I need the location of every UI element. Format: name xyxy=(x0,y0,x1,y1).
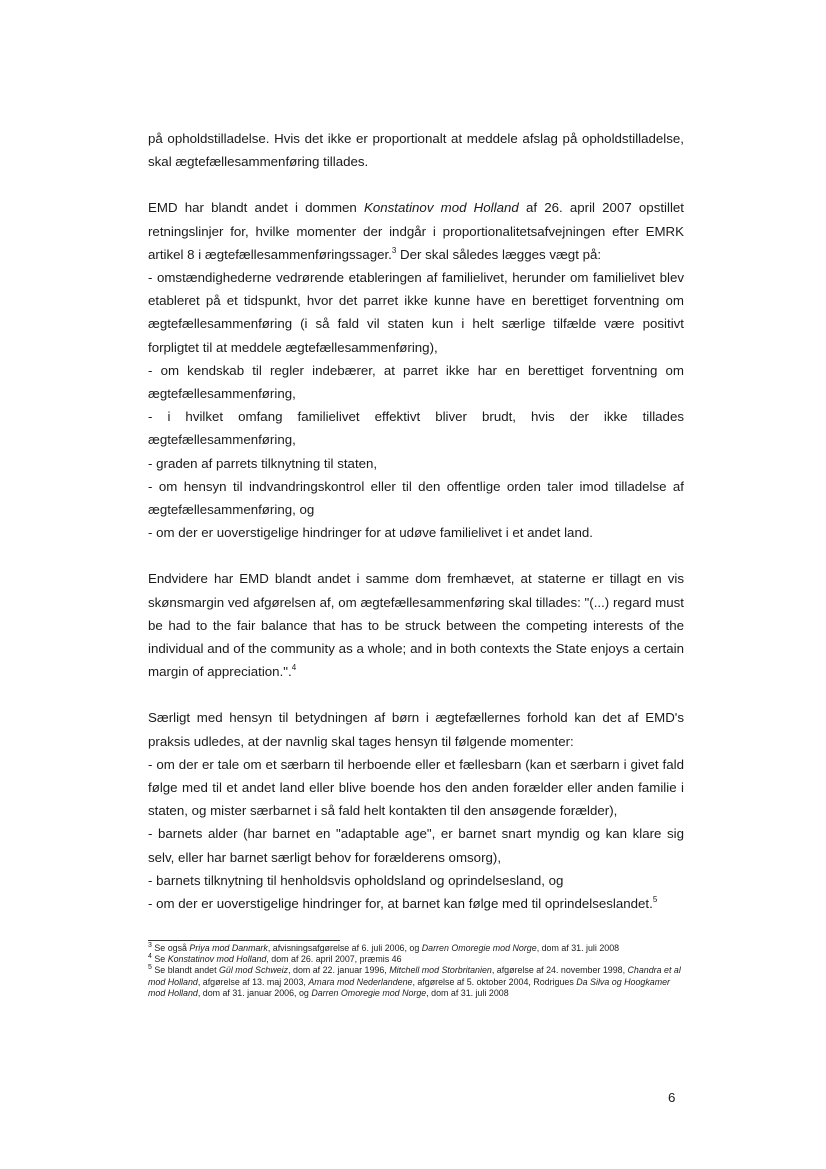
footnote-number: 4 xyxy=(148,953,152,961)
footnote-number: 5 xyxy=(148,964,152,972)
footnote-4 xyxy=(148,954,684,965)
paragraph-1-text: på opholdstilladelse. Hvis det ikke er proportionalt at meddele afslag på opholdstilladelse, skal ægtefællesammenføring tillades. xyxy=(148,131,684,170)
footnote-divider xyxy=(148,940,340,941)
case-name: Chandra et al mod Holland xyxy=(148,965,681,987)
footnote-text: Se også xyxy=(151,943,190,953)
list-item: - om hensyn til indvandringskontrol eller til den offentlige orden taler imod tilladelse af ægtefællesammenføring, og xyxy=(148,478,684,518)
list-item: - barnets alder (har barnet en "adaptable age", er barnet snart myndig og kan klare sig selv, eller har barnet særligt behov for forælderens omsorg), xyxy=(148,826,684,865)
footnote-text: , dom af 22. januar 1996, xyxy=(288,965,390,976)
paragraph-3-text: Endvidere har EMD blandt andet i samme dom fremhævet, at staterne er tillagt en vis skønsmargin ved afgørelsen af, om ægtefællesammenføring skal tillades: "(...) regard must be had to the fair balance that has to be struck between the competing interests of the individual and of the community as a whole; and in both contexts the State enjoys a certain margin of appreciation.". xyxy=(148,571,684,680)
case-name: Priya mod Danmark xyxy=(189,943,268,953)
case-name: Konstatinov mod Holland xyxy=(363,200,519,216)
case-name: Da Silva og Hoogkamer mod Holland xyxy=(148,976,670,998)
footnote-text: , dom af 26. april 2007, præmis 46 xyxy=(266,954,402,965)
list-item xyxy=(148,892,684,915)
list-item: - barnets tilknytning til henholdsvis opholdsland og oprindelsesland, og xyxy=(148,872,564,888)
list-item: - graden af parrets tilknytning til staten, xyxy=(148,455,378,471)
list-item: - omstændighederne vedrørende etableringen af familielivet, herunder om familielivet blev etableret på et tidspunkt, hvor det parret ikke kunne have en berettiget forventning om ægtefællesammenføring (i så fald vil staten kun i helt særlige tilfælde være positivt forpligtet til at meddele ægtefællesammenføring), xyxy=(148,270,684,355)
footnote-text: Se xyxy=(151,954,168,965)
footnote-text: Se blandt andet xyxy=(151,965,220,976)
case-name: Konstatinov mod Holland xyxy=(167,954,267,965)
page-number: 6 xyxy=(668,1090,676,1105)
paragraph-2-text-c: Der skal således lægges vægt på: xyxy=(396,246,602,262)
paragraph-4 xyxy=(148,706,684,915)
paragraph-2-text-a: EMD har blandt andet i dommen xyxy=(148,200,364,216)
paragraph-3 xyxy=(148,567,684,683)
footnote-text: , dom af 31. januar 2006, og xyxy=(197,987,312,998)
footnote-5 xyxy=(148,965,684,999)
footnote-text: , afvisningsafgørelse af 6. juli 2006, og xyxy=(267,943,422,953)
paragraph-4-intro: Særligt med hensyn til betydningen af børn i ægtefællernes forhold kan det af EMD's praksis udledes, at der navnlig skal tages hensyn til følgende momenter: xyxy=(148,710,684,749)
footnote-text: , afgørelse af 13. maj 2003, xyxy=(197,976,309,987)
list-item: - om der er uoverstigelige hindringer for at udøve familielivet i et andet land. xyxy=(148,525,593,541)
list-item: - i hvilket omfang familielivet effektivt bliver brudt, hvis der ikke tillades ægtefællesammenføring, xyxy=(148,409,684,448)
paragraph-2 xyxy=(148,196,684,544)
footnote-ref-4[interactable]: 4 xyxy=(291,663,297,673)
case-name: Gül mod Schweiz xyxy=(219,965,289,976)
paragraph-1 xyxy=(148,127,684,173)
case-name: Amara mod Nederlandene xyxy=(308,976,413,987)
footnote-3 xyxy=(148,943,684,954)
footnote-text: , dom af 31. juli 2008 xyxy=(426,987,509,998)
footnote-number: 3 xyxy=(148,942,152,949)
paragraph-2-text-b: af 26. april 2007 opstillet retningslinjer for, hvilke momenter der indgår i proportionalitetsafvejningen efter EMRK artikel 8 i ægtefællesammenføringssager. xyxy=(148,200,684,262)
body-text xyxy=(148,127,684,938)
footnote-text: , afgørelse af 5. oktober 2004, Rodrigues xyxy=(412,976,577,987)
footnotes xyxy=(148,940,684,999)
footnote-text: , dom af 31. juli 2008 xyxy=(536,943,620,953)
footnote-ref-3[interactable]: 3 xyxy=(391,245,397,255)
list-item: - om kendskab til regler indebærer, at parret ikke har en berettiget forventning om ægtefællesammenføring, xyxy=(148,362,684,402)
list-item-text: - om der er uoverstigelige hindringer for, at barnet kan følge med til oprindelseslandet. xyxy=(148,896,653,912)
footnote-text: , afgørelse af 24. november 1998, xyxy=(491,965,628,976)
case-name: Darren Omoregie mod Norge xyxy=(421,943,537,953)
footnote-ref-5[interactable]: 5 xyxy=(652,895,658,905)
case-name: Darren Omoregie mod Norge xyxy=(311,987,427,998)
list-item: - om der er tale om et særbarn til herboende eller et fællesbarn (kan et særbarn i givet fald følge med til et andet land eller blive boende hos den anden forælder eller anden familie i staten, og mister særbarnet i så fald helt kontakten til den ansøgende forælder), xyxy=(148,756,684,819)
case-name: Mitchell mod Storbritanien xyxy=(389,965,492,976)
